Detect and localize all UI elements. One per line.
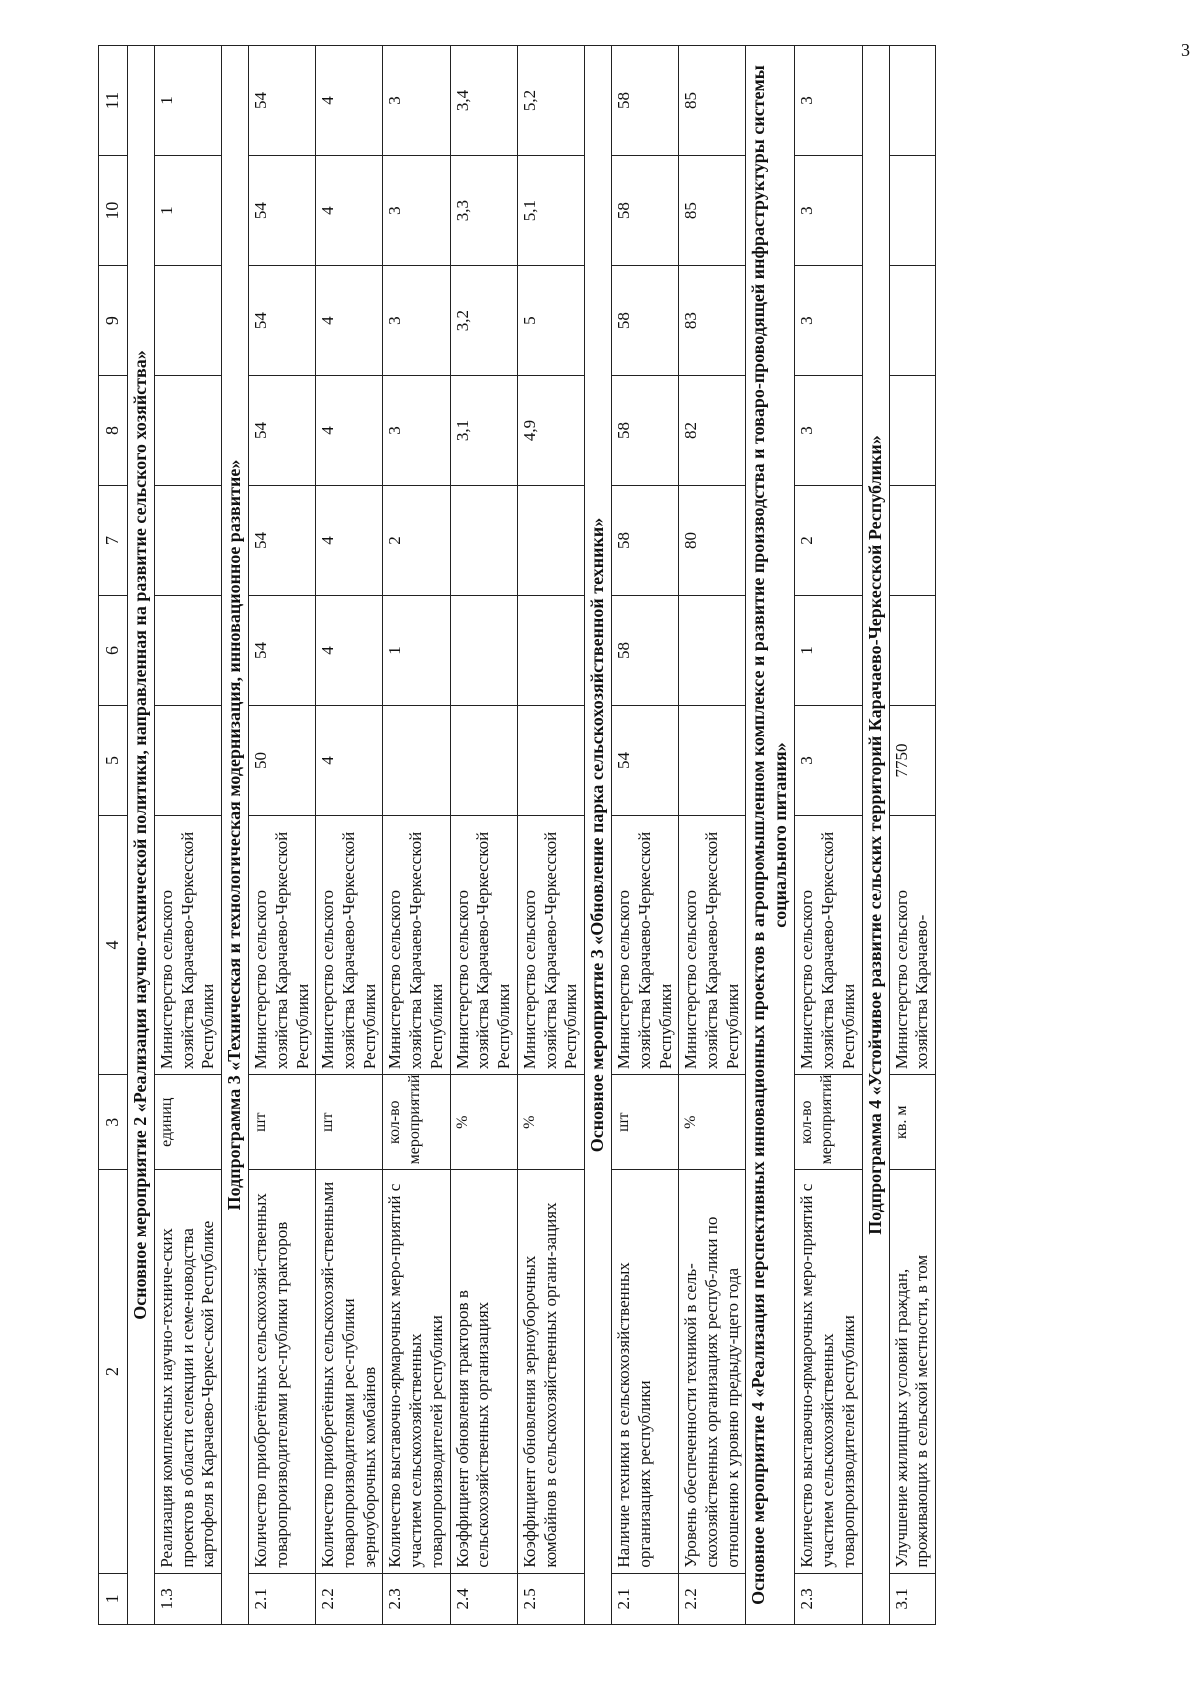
unit-cell: кол-во мероприятий (795, 1075, 862, 1170)
row-number-cell: 2.2 (679, 1573, 746, 1624)
value-8-cell (889, 376, 935, 486)
row-number-cell: 2.2 (316, 1573, 383, 1624)
column-header-3: 3 (99, 1075, 128, 1170)
responsible-cell: Министерство сельского хозяйства Карачаево-Черкесской Республики (450, 815, 517, 1074)
value-9-cell: 83 (679, 266, 746, 376)
value-5-cell (450, 706, 517, 816)
value-5-cell (154, 706, 221, 816)
section-title: Подпрограмма 3 «Техническая и технологическая модернизация, инновационное развитие» (222, 46, 249, 1625)
value-9-cell: 3,2 (450, 266, 517, 376)
value-7-cell: 80 (679, 486, 746, 596)
value-5-cell: 50 (249, 706, 316, 816)
indicator-name-cell: Количество приобретённых сельскохозяй-ственных товаропроизводителями рес-публики тракторов (249, 1170, 316, 1573)
value-5-cell: 7750 (889, 706, 935, 816)
value-11-cell: 3,4 (450, 46, 517, 156)
value-7-cell: 58 (612, 486, 679, 596)
value-6-cell: 1 (383, 596, 450, 706)
table-row (154, 46, 221, 1625)
value-5-cell: 4 (316, 706, 383, 816)
value-6-cell (154, 596, 221, 706)
column-header-11: 11 (99, 46, 128, 156)
row-number-cell: 2.1 (249, 1573, 316, 1624)
value-7-cell: 2 (383, 486, 450, 596)
value-6-cell: 4 (316, 596, 383, 706)
value-7-cell (889, 486, 935, 596)
rotated-table-container (98, 45, 1128, 1625)
value-6-cell (889, 596, 935, 706)
row-number-cell: 1.3 (154, 1573, 221, 1624)
value-7-cell: 54 (249, 486, 316, 596)
value-9-cell: 58 (612, 266, 679, 376)
table-row (679, 46, 746, 1625)
value-7-cell (154, 486, 221, 596)
value-11-cell: 5,2 (517, 46, 584, 156)
value-8-cell: 82 (679, 376, 746, 486)
row-number-cell: 2.4 (450, 1573, 517, 1624)
value-5-cell: 54 (612, 706, 679, 816)
row-number-cell: 2.1 (612, 1573, 679, 1624)
value-5-cell (517, 706, 584, 816)
column-header-6: 6 (99, 596, 128, 706)
responsible-cell: Министерство сельского хозяйства Карачаево-Черкесской Республики (249, 815, 316, 1074)
responsible-cell: Министерство сельского хозяйства Карачаево-Черкесской Республики (383, 815, 450, 1074)
value-7-cell (450, 486, 517, 596)
value-10-cell: 5,1 (517, 156, 584, 266)
column-header-7: 7 (99, 486, 128, 596)
table-row (889, 46, 935, 1625)
indicator-name-cell: Уровень обеспеченности техникой в сель-скохозяйственных организациях респуб-лики по отношению к уровню предыду-щего года (679, 1170, 746, 1573)
value-10-cell (889, 156, 935, 266)
table-row (383, 46, 450, 1625)
value-9-cell: 3 (795, 266, 862, 376)
value-8-cell: 3 (383, 376, 450, 486)
value-8-cell (154, 376, 221, 486)
column-header-8: 8 (99, 376, 128, 486)
section-title: Основное мероприятие 4 «Реализация перспективных инновационных проектов в агропромышленном комплексе и развитие производства и товаро-проводящей инфраструктуры системы социального питания» (746, 46, 795, 1625)
indicator-name-cell: Количество выставочно-ярмарочных меро-приятий с участием сельскохозяйственных товаропроизводителей республики (383, 1170, 450, 1573)
unit-cell: % (679, 1075, 746, 1170)
value-7-cell: 2 (795, 486, 862, 596)
value-11-cell: 3 (795, 46, 862, 156)
value-9-cell (889, 266, 935, 376)
indicator-name-cell: Коэффициент обновления зерноуборочных комбайнов в сельскохозяйственных органи-зациях (517, 1170, 584, 1573)
value-6-cell (679, 596, 746, 706)
indicator-name-cell: Коэффициент обновления тракторов в сельскохозяйственных организациях (450, 1170, 517, 1573)
value-11-cell: 85 (679, 46, 746, 156)
value-9-cell (154, 266, 221, 376)
unit-cell: % (517, 1075, 584, 1170)
responsible-cell: Министерство сельского хозяйства Карачаево-Черкесской Республики (517, 815, 584, 1074)
value-8-cell: 58 (612, 376, 679, 486)
table-row (795, 46, 862, 1625)
responsible-cell: Министерство сельского хозяйства Карачаево-Черкесской Республики (679, 815, 746, 1074)
value-11-cell: 58 (612, 46, 679, 156)
value-5-cell: 3 (795, 706, 862, 816)
value-10-cell: 3 (383, 156, 450, 266)
unit-cell: % (450, 1075, 517, 1170)
value-8-cell: 54 (249, 376, 316, 486)
value-9-cell: 5 (517, 266, 584, 376)
unit-cell: шт (249, 1075, 316, 1170)
responsible-cell: Министерство сельского хозяйства Карачаево-Черкесской Республики (612, 815, 679, 1074)
value-10-cell: 4 (316, 156, 383, 266)
indicators-table (98, 45, 936, 1625)
value-7-cell (517, 486, 584, 596)
responsible-cell: Министерство сельского хозяйства Карачаево- (889, 815, 935, 1074)
value-6-cell (450, 596, 517, 706)
section-row (222, 46, 249, 1625)
section-title: Основное мероприятие 2 «Реализация научно-технической политики, направленная на развитие сельского хозяйства» (127, 46, 154, 1625)
row-number-cell: 2.5 (517, 1573, 584, 1624)
unit-cell: кол-во мероприятий (383, 1075, 450, 1170)
section-row (585, 46, 612, 1625)
value-9-cell: 54 (249, 266, 316, 376)
value-6-cell: 1 (795, 596, 862, 706)
indicator-name-cell: Наличие техники в сельскохозяйственных организациях республики (612, 1170, 679, 1573)
column-header-1: 1 (99, 1573, 128, 1624)
column-header-4: 4 (99, 815, 128, 1074)
value-10-cell: 1 (154, 156, 221, 266)
value-10-cell: 3 (795, 156, 862, 266)
table-row (450, 46, 517, 1625)
row-number-cell: 3.1 (889, 1573, 935, 1624)
unit-cell: шт (612, 1075, 679, 1170)
responsible-cell: Министерство сельского хозяйства Карачаево-Черкесской Республики (795, 815, 862, 1074)
section-row (746, 46, 795, 1625)
section-title: Основное мероприятие 3 «Обновление парка сельскохозяйственной техники» (585, 46, 612, 1625)
value-11-cell (889, 46, 935, 156)
column-header-9: 9 (99, 266, 128, 376)
value-6-cell: 54 (249, 596, 316, 706)
indicator-name-cell: Количество выставочно-ярмарочных меро-приятий с участием сельскохозяйственных товаропроизводителей республики (795, 1170, 862, 1573)
indicator-name-cell: Количество приобретённых сельскохозяй-ственными товаропроизводителями рес-публики зерноуборочных комбайнов (316, 1170, 383, 1573)
column-header-5: 5 (99, 706, 128, 816)
value-9-cell: 4 (316, 266, 383, 376)
value-8-cell: 4,9 (517, 376, 584, 486)
section-row (862, 46, 889, 1625)
column-header-10: 10 (99, 156, 128, 266)
value-8-cell: 3 (795, 376, 862, 486)
row-number-cell: 2.3 (795, 1573, 862, 1624)
value-6-cell: 58 (612, 596, 679, 706)
column-header-2: 2 (99, 1170, 128, 1573)
value-8-cell: 3,1 (450, 376, 517, 486)
responsible-cell: Министерство сельского хозяйства Карачаево-Черкесской Республики (154, 815, 221, 1074)
table-row (612, 46, 679, 1625)
header-row (99, 46, 128, 1625)
unit-cell: шт (316, 1075, 383, 1170)
unit-cell: кв. м (889, 1075, 935, 1170)
value-8-cell: 4 (316, 376, 383, 486)
indicator-name-cell: Улучшение жилищных условий граждан, проживающих в сельской местности, в том (889, 1170, 935, 1573)
value-11-cell: 1 (154, 46, 221, 156)
value-11-cell: 3 (383, 46, 450, 156)
value-10-cell: 3,3 (450, 156, 517, 266)
table-row (316, 46, 383, 1625)
value-6-cell (517, 596, 584, 706)
table-row (249, 46, 316, 1625)
value-10-cell: 85 (679, 156, 746, 266)
value-11-cell: 54 (249, 46, 316, 156)
table-body (127, 46, 935, 1625)
value-10-cell: 54 (249, 156, 316, 266)
value-5-cell (383, 706, 450, 816)
table-row (517, 46, 584, 1625)
value-10-cell: 58 (612, 156, 679, 266)
indicator-name-cell: Реализация комплексных научно-техниче-ских проектов в области селекции и семе-новодства картофеля в Карачаево-Черкес-ской Республике (154, 1170, 221, 1573)
row-number-cell: 2.3 (383, 1573, 450, 1624)
responsible-cell: Министерство сельского хозяйства Карачаево-Черкесской Республики (316, 815, 383, 1074)
page-number: 3 (1181, 40, 1190, 60)
value-11-cell: 4 (316, 46, 383, 156)
value-9-cell: 3 (383, 266, 450, 376)
section-title: Подпрограмма 4 «Устойчивое развитие сельских территорий Карачаево-Черкесской Республики» (862, 46, 889, 1625)
unit-cell: единиц (154, 1075, 221, 1170)
value-7-cell: 4 (316, 486, 383, 596)
value-5-cell (679, 706, 746, 816)
section-row (127, 46, 154, 1625)
